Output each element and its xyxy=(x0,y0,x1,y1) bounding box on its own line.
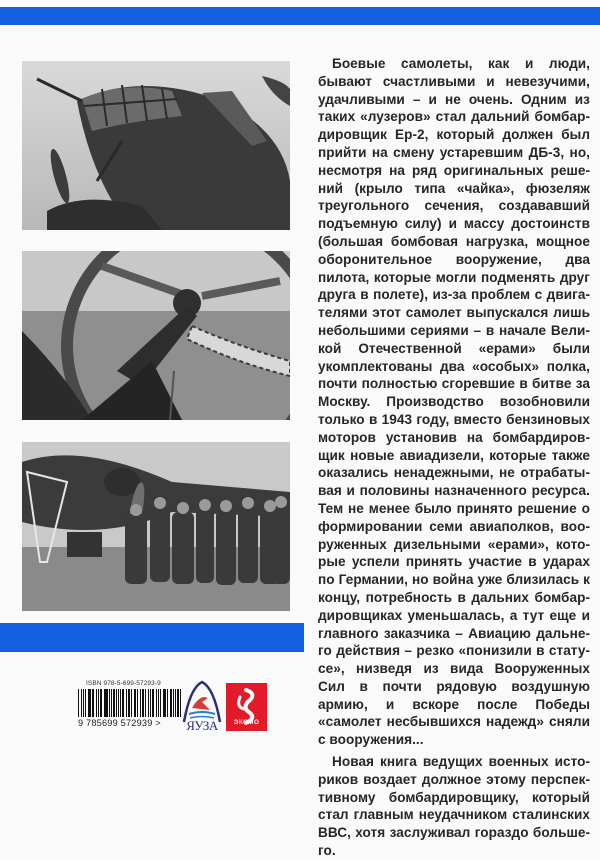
turret-gun-image xyxy=(22,251,290,420)
barcode-bar xyxy=(158,689,159,717)
barcode-bar xyxy=(148,689,149,717)
eksmo-publisher-logo xyxy=(226,683,267,731)
barcode-bar xyxy=(88,689,90,717)
photo-turret-gun xyxy=(22,251,290,420)
barcode-bar xyxy=(85,689,86,717)
barcode-bar xyxy=(105,689,107,717)
barcode-bar xyxy=(131,689,132,717)
barcode-bar xyxy=(152,689,154,717)
photo-nose-glazing xyxy=(22,61,290,230)
barcode-bar xyxy=(163,689,164,717)
barcode-bar xyxy=(98,689,99,717)
barcode-bar xyxy=(100,689,101,717)
barcode-bar xyxy=(111,689,112,717)
barcode-bar xyxy=(160,689,161,717)
bomber-nose-image xyxy=(22,61,290,230)
photo-crew xyxy=(22,442,290,611)
barcode xyxy=(78,689,182,717)
barcode-bar xyxy=(78,689,79,717)
barcode-bar xyxy=(137,689,138,717)
back-cover-blurb xyxy=(318,55,590,860)
barcode-bar xyxy=(134,689,135,717)
barcode-bar xyxy=(113,689,114,717)
eksmo-logo-text: ЭКСМО xyxy=(233,719,260,726)
barcode-bar xyxy=(173,689,174,717)
blurb-paragraph-1: Боевые самолеты, как и люди, бывают счастливыми и невезучими, удачливыми – и не очень. Одним из таких «лузеров» стал дальний бомбардировщик Ер-2, который должен был прийти на смену устаревшим ДБ-3, но, несмотря на ряд оригинальных решений (крыло типа «чайка», фюзеляж треугольного сечения, создававший подъемную силу) и массу достоинств (большая бомбовая нагрузка, мощное оборонительное вооружение, два пилота, которые могли подменять друг друга в полете), из-за проблем с двигателями этот самолет выпускался лишь небольшими сериями – в начале Великой Отечественной «ерами» были укомплектованы два «особых» полка, почти полностью сгоревшие в битве за Москву. Производство возобновили только в 1943 году, вместо бензиновых моторов установив на бомбардировщик новые авиадизели, которые также оказались ненадежными, не отрабатывая и половины назначенного ресурса. Тем не менее было принято решение о формировании семи авиаполков, вооруженных дизельными «ерами», которые успели принять участие в ударах по Германии, но война уже близилась к концу, потребность в дальних бомбардировщиках уменьшалась, а тут еще и главного заказчика – Авиацию дальнего действия – резко «понизили в статусе», низведя из вида Вооруженных Сил в почти рядовую воздушную армию, и вскоре после Победы «самолет несбывшихся надежд» сняли с вооружения... xyxy=(318,56,590,748)
barcode-bar xyxy=(175,689,176,717)
barcode-bar xyxy=(126,689,127,717)
barcode-bar xyxy=(109,689,110,717)
barcode-bar xyxy=(177,689,178,717)
barcode-bar xyxy=(150,689,151,717)
barcode-bar xyxy=(142,689,143,717)
blurb-paragraph-2: Новая книга ведущих военных историков воздает должное этому перспективному бомбардировщику, который стал главным неудачником сталинских ВВС, хотя заслуживал гораздо большего. xyxy=(318,754,590,859)
barcode-bar xyxy=(93,689,94,717)
barcode-bar xyxy=(170,689,172,717)
barcode-bar xyxy=(81,689,82,717)
bottom-accent-bar xyxy=(0,623,304,652)
barcode-bar xyxy=(128,689,130,717)
yuza-logo-text: ЯУЗА xyxy=(186,718,218,733)
isbn-digits: 9 785699 572939 > xyxy=(78,718,161,728)
barcode-bar xyxy=(164,689,165,717)
crew-photo-image xyxy=(22,442,290,611)
barcode-bar xyxy=(145,689,146,717)
barcode-bar xyxy=(104,689,105,717)
barcode-bar xyxy=(167,689,168,717)
barcode-bar xyxy=(156,689,157,717)
barcode-bar xyxy=(96,689,97,717)
barcode-bar xyxy=(83,689,84,717)
barcode-bar xyxy=(116,689,117,717)
barcode-bar xyxy=(135,689,136,717)
isbn-label: ISBN 978-5-699-57293-9 xyxy=(86,680,161,687)
isbn-barcode-block xyxy=(78,680,182,728)
barcode-bar xyxy=(118,689,119,717)
barcode-bar xyxy=(92,689,93,717)
yuza-publisher-logo xyxy=(180,680,224,734)
barcode-bar xyxy=(122,689,123,717)
top-accent-bar xyxy=(0,7,600,25)
barcode-bar xyxy=(120,689,121,717)
barcode-bar xyxy=(140,689,141,717)
